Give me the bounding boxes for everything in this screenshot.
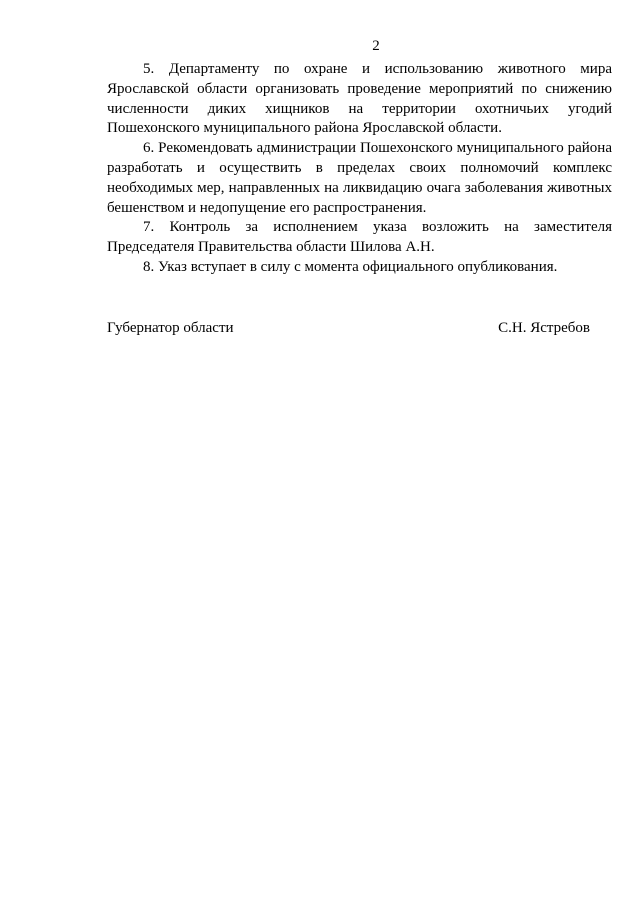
paragraph-6: 6. Рекомендовать администрации Пошехонского муниципального района разработать и осуществить в пределах своих полномочий комплекс необходимых мер, направленных на ликвидацию очага заболевания животных бешенством и недопущение его распространения. (107, 140, 612, 216)
paragraph-5: 5. Департаменту по охране и использованию животного мира Ярославской области организовать проведение мероприятий по снижению численности диких хищников на территории охотничьих угодий Пошехонского муниципального района Ярославской области. (107, 61, 612, 137)
document-body (107, 60, 612, 278)
page-number: 2 (372, 38, 380, 54)
signature-block (107, 318, 590, 338)
paragraph-7: 7. Контроль за исполнением указа возложить на заместителя Председателя Правительства области Шилова А.Н. (107, 219, 612, 256)
paragraph-8: 8. Указ вступает в силу с момента официального опубликования. (143, 258, 558, 275)
signatory-name: С.Н. Ястребов (498, 320, 590, 336)
signatory-position: Губернатор области (107, 320, 234, 336)
